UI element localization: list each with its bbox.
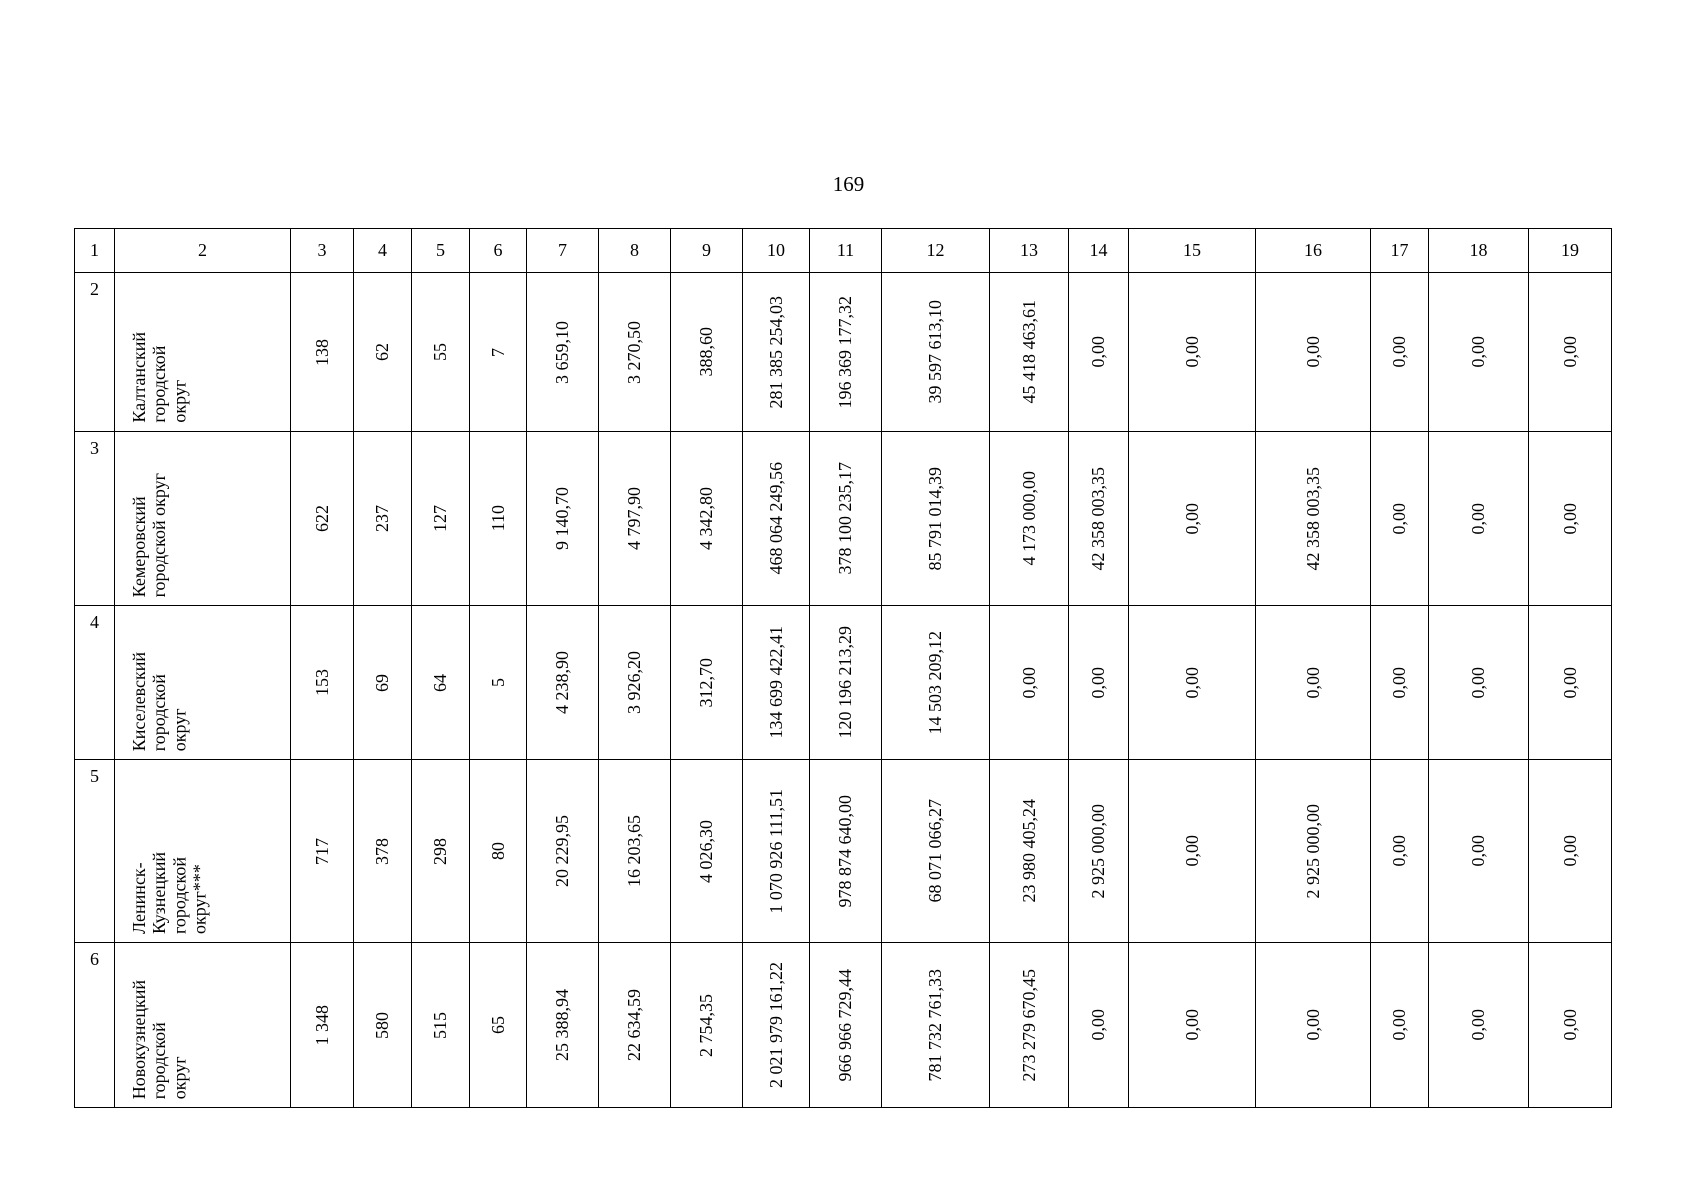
value-cell — [412, 432, 470, 606]
cell-value: 0,00 — [1181, 502, 1202, 535]
column-header: 6 — [470, 229, 527, 273]
cell-value: 3 659,10 — [552, 320, 573, 384]
value-cell — [599, 606, 671, 760]
cell-value: 0,00 — [1088, 666, 1109, 699]
page-number: 169 — [832, 172, 865, 196]
value-cell — [882, 760, 990, 943]
column-header: 5 — [412, 229, 470, 273]
value-cell — [1371, 432, 1429, 606]
cell-value: 468 064 249,56 — [765, 462, 786, 575]
cell-value: 0,00 — [1302, 336, 1323, 368]
cell-value: 196 369 177,32 — [835, 295, 856, 409]
column-header: 1 — [75, 229, 115, 273]
cell-value: 68 071 066,27 — [925, 799, 946, 903]
table-row — [75, 943, 1612, 1108]
column-header: 15 — [1129, 229, 1256, 273]
cell-value: 62 — [372, 343, 393, 361]
row-number-cell — [75, 273, 115, 432]
value-cell — [1256, 943, 1371, 1108]
value-cell — [599, 432, 671, 606]
column-header: 4 — [354, 229, 412, 273]
cell-value: 0,00 — [1559, 835, 1580, 867]
municipality-name: Киселевский городской округ — [129, 651, 190, 751]
value-cell — [990, 432, 1069, 606]
value-cell — [671, 760, 743, 943]
value-cell — [1429, 273, 1529, 432]
cell-value: 622 — [311, 505, 332, 532]
value-cell — [1069, 943, 1129, 1108]
value-cell — [527, 273, 599, 432]
value-cell — [1529, 760, 1612, 943]
column-header: 10 — [743, 229, 810, 273]
cell-value: 0,00 — [1302, 666, 1323, 699]
cell-value: 42 358 003,35 — [1302, 466, 1323, 571]
value-cell — [810, 432, 882, 606]
value-cell — [1256, 760, 1371, 943]
cell-value: 55 — [430, 343, 451, 361]
value-cell — [1371, 273, 1429, 432]
value-cell — [882, 273, 990, 432]
value-cell — [882, 606, 990, 760]
value-cell — [671, 606, 743, 760]
cell-value: 110 — [487, 505, 508, 532]
value-cell — [470, 432, 527, 606]
cell-value: 5 — [487, 678, 508, 687]
cell-value: 0,00 — [1468, 1009, 1489, 1041]
cell-value: 0,00 — [1468, 336, 1489, 368]
column-header: 18 — [1429, 229, 1529, 273]
cell-value: 4 797,90 — [624, 487, 645, 550]
value-cell — [527, 606, 599, 760]
cell-value: 0,00 — [1302, 1009, 1323, 1041]
cell-value: 22 634,59 — [624, 989, 645, 1061]
cell-value: 0,00 — [1468, 666, 1489, 699]
value-cell — [1429, 606, 1529, 760]
table-row — [75, 432, 1612, 606]
column-header: 14 — [1069, 229, 1129, 273]
value-cell — [470, 273, 527, 432]
value-cell — [743, 273, 810, 432]
value-cell — [1256, 273, 1371, 432]
cell-value: 298 — [430, 837, 451, 865]
cell-value: 0,00 — [1018, 666, 1039, 699]
cell-value: 64 — [430, 673, 451, 692]
cell-value: 237 — [372, 505, 393, 532]
value-cell — [671, 432, 743, 606]
column-header: 8 — [599, 229, 671, 273]
cell-value: 4 342,80 — [696, 487, 717, 550]
cell-value: 0,00 — [1181, 336, 1202, 368]
cell-value: 0,00 — [1389, 502, 1410, 535]
row-number: 2 — [90, 279, 99, 299]
value-cell — [882, 943, 990, 1108]
cell-value: 39 597 613,10 — [925, 300, 946, 404]
value-cell — [354, 432, 412, 606]
value-cell — [599, 760, 671, 943]
cell-value: 0,00 — [1468, 835, 1489, 867]
value-cell — [990, 760, 1069, 943]
cell-value: 2 021 979 161,22 — [765, 962, 786, 1088]
cell-value: 0,00 — [1559, 336, 1580, 368]
cell-value: 9 140,70 — [552, 487, 573, 550]
cell-value: 2 754,35 — [696, 993, 717, 1057]
municipality-name-cell — [115, 943, 291, 1108]
cell-value: 0,00 — [1088, 1009, 1109, 1041]
cell-value: 23 980 405,24 — [1018, 799, 1039, 903]
cell-value: 80 — [487, 842, 508, 860]
municipality-name: Калтанский городской округ — [129, 332, 190, 423]
value-cell — [1529, 606, 1612, 760]
value-cell — [470, 760, 527, 943]
cell-value: 134 699 422,41 — [765, 626, 786, 739]
cell-value: 0,00 — [1468, 502, 1489, 535]
value-cell — [810, 943, 882, 1108]
column-header: 19 — [1529, 229, 1612, 273]
municipality-name-cell — [115, 273, 291, 432]
value-cell — [1129, 273, 1256, 432]
column-header: 16 — [1256, 229, 1371, 273]
column-header: 9 — [671, 229, 743, 273]
cell-value: 16 203,65 — [624, 815, 645, 887]
column-header: 7 — [527, 229, 599, 273]
cell-value: 42 358 003,35 — [1088, 466, 1109, 571]
column-header: 11 — [810, 229, 882, 273]
value-cell — [527, 943, 599, 1108]
cell-value: 0,00 — [1559, 1009, 1580, 1041]
value-cell — [1429, 432, 1529, 606]
row-number-cell — [75, 943, 115, 1108]
cell-value: 120 196 213,29 — [835, 626, 856, 739]
cell-value: 85 791 014,39 — [925, 466, 946, 571]
value-cell — [990, 943, 1069, 1108]
cell-value: 717 — [311, 837, 332, 865]
cell-value: 312,70 — [696, 657, 717, 708]
value-cell — [354, 760, 412, 943]
value-cell — [810, 273, 882, 432]
row-number: 3 — [90, 438, 99, 458]
cell-value: 1 070 926 111,51 — [765, 788, 786, 914]
cell-value: 0,00 — [1389, 666, 1410, 699]
data-table — [74, 228, 1612, 1108]
cell-value: 0,00 — [1181, 666, 1202, 699]
cell-value: 0,00 — [1088, 336, 1109, 368]
value-cell — [291, 273, 354, 432]
cell-value: 781 732 761,33 — [925, 968, 946, 1082]
cell-value: 0,00 — [1181, 835, 1202, 867]
cell-value: 515 — [430, 1011, 451, 1039]
cell-value: 281 385 254,03 — [765, 295, 786, 409]
value-cell — [1129, 606, 1256, 760]
value-cell — [1529, 432, 1612, 606]
cell-value: 0,00 — [1181, 1009, 1202, 1041]
cell-value: 978 874 640,00 — [835, 794, 856, 908]
cell-value: 65 — [487, 1016, 508, 1034]
value-cell — [1129, 943, 1256, 1108]
value-cell — [1069, 432, 1129, 606]
value-cell — [671, 273, 743, 432]
municipality-name-cell — [115, 432, 291, 606]
value-cell — [470, 606, 527, 760]
row-number-cell — [75, 432, 115, 606]
cell-value: 25 388,94 — [552, 989, 573, 1061]
row-number: 5 — [90, 766, 99, 786]
cell-value: 14 503 209,12 — [925, 630, 946, 735]
cell-value: 2 925 000,00 — [1088, 803, 1109, 899]
value-cell — [1256, 432, 1371, 606]
value-cell — [990, 273, 1069, 432]
value-cell — [412, 760, 470, 943]
column-header: 3 — [291, 229, 354, 273]
value-cell — [1256, 606, 1371, 760]
cell-value: 0,00 — [1389, 1009, 1410, 1041]
municipality-name-cell — [115, 760, 291, 943]
value-cell — [599, 273, 671, 432]
value-cell — [470, 943, 527, 1108]
value-cell — [1529, 273, 1612, 432]
cell-value: 0,00 — [1559, 666, 1580, 699]
cell-value: 0,00 — [1559, 502, 1580, 535]
value-cell — [1129, 432, 1256, 606]
value-cell — [1371, 606, 1429, 760]
value-cell — [527, 432, 599, 606]
value-cell — [291, 760, 354, 943]
value-cell — [291, 432, 354, 606]
row-number: 4 — [90, 612, 99, 632]
cell-value: 273 279 670,45 — [1018, 968, 1039, 1082]
value-cell — [354, 273, 412, 432]
cell-value: 127 — [430, 505, 451, 532]
value-cell — [354, 606, 412, 760]
value-cell — [1129, 760, 1256, 943]
cell-value: 2 925 000,00 — [1302, 803, 1323, 899]
value-cell — [671, 943, 743, 1108]
cell-value: 378 — [372, 837, 393, 865]
table-row — [75, 760, 1612, 943]
value-cell — [1529, 943, 1612, 1108]
cell-value: 20 229,95 — [552, 815, 573, 887]
cell-value: 7 — [487, 347, 508, 357]
column-header: 17 — [1371, 229, 1429, 273]
value-cell — [1371, 943, 1429, 1108]
cell-value: 388,60 — [696, 327, 717, 377]
cell-value: 966 966 729,44 — [835, 968, 856, 1082]
column-header: 12 — [882, 229, 990, 273]
value-cell — [291, 606, 354, 760]
value-cell — [1069, 760, 1129, 943]
municipality-name: Ленинск- Кузнецкий городской округ*** — [129, 851, 210, 934]
cell-value: 3 270,50 — [624, 320, 645, 384]
cell-value: 0,00 — [1389, 336, 1410, 368]
value-cell — [990, 606, 1069, 760]
cell-value: 138 — [311, 338, 332, 366]
value-cell — [291, 943, 354, 1108]
cell-value: 1 348 — [311, 1004, 332, 1046]
value-cell — [412, 606, 470, 760]
cell-value: 69 — [372, 673, 393, 692]
cell-value: 4 026,30 — [696, 819, 717, 883]
table-row — [75, 273, 1612, 432]
value-cell — [1069, 273, 1129, 432]
value-cell — [1429, 943, 1529, 1108]
table-row — [75, 606, 1612, 760]
value-cell — [882, 432, 990, 606]
value-cell — [1371, 760, 1429, 943]
cell-value: 378 100 235,17 — [835, 462, 856, 575]
value-cell — [354, 943, 412, 1108]
column-header: 13 — [990, 229, 1069, 273]
value-cell — [1429, 760, 1529, 943]
value-cell — [412, 943, 470, 1108]
row-number-cell — [75, 606, 115, 760]
value-cell — [810, 760, 882, 943]
value-cell — [412, 273, 470, 432]
cell-value: 153 — [311, 669, 332, 696]
column-header: 2 — [115, 229, 291, 273]
header-row — [75, 229, 1612, 273]
value-cell — [527, 760, 599, 943]
row-number: 6 — [90, 949, 99, 969]
cell-value: 45 418 463,61 — [1018, 300, 1039, 404]
value-cell — [743, 943, 810, 1108]
municipality-name-cell — [115, 606, 291, 760]
cell-value: 4 238,90 — [552, 651, 573, 714]
municipality-name: Кемеровский городской округ — [129, 472, 170, 597]
value-cell — [743, 606, 810, 760]
row-number-cell — [75, 760, 115, 943]
value-cell — [743, 760, 810, 943]
value-cell — [810, 606, 882, 760]
cell-value: 0,00 — [1389, 835, 1410, 867]
cell-value: 580 — [372, 1011, 393, 1039]
cell-value: 4 173 000,00 — [1018, 471, 1039, 566]
cell-value: 3 926,20 — [624, 651, 645, 714]
municipality-name: Новокузнецкий городской округ — [129, 979, 190, 1099]
value-cell — [599, 943, 671, 1108]
value-cell — [1069, 606, 1129, 760]
value-cell — [743, 432, 810, 606]
